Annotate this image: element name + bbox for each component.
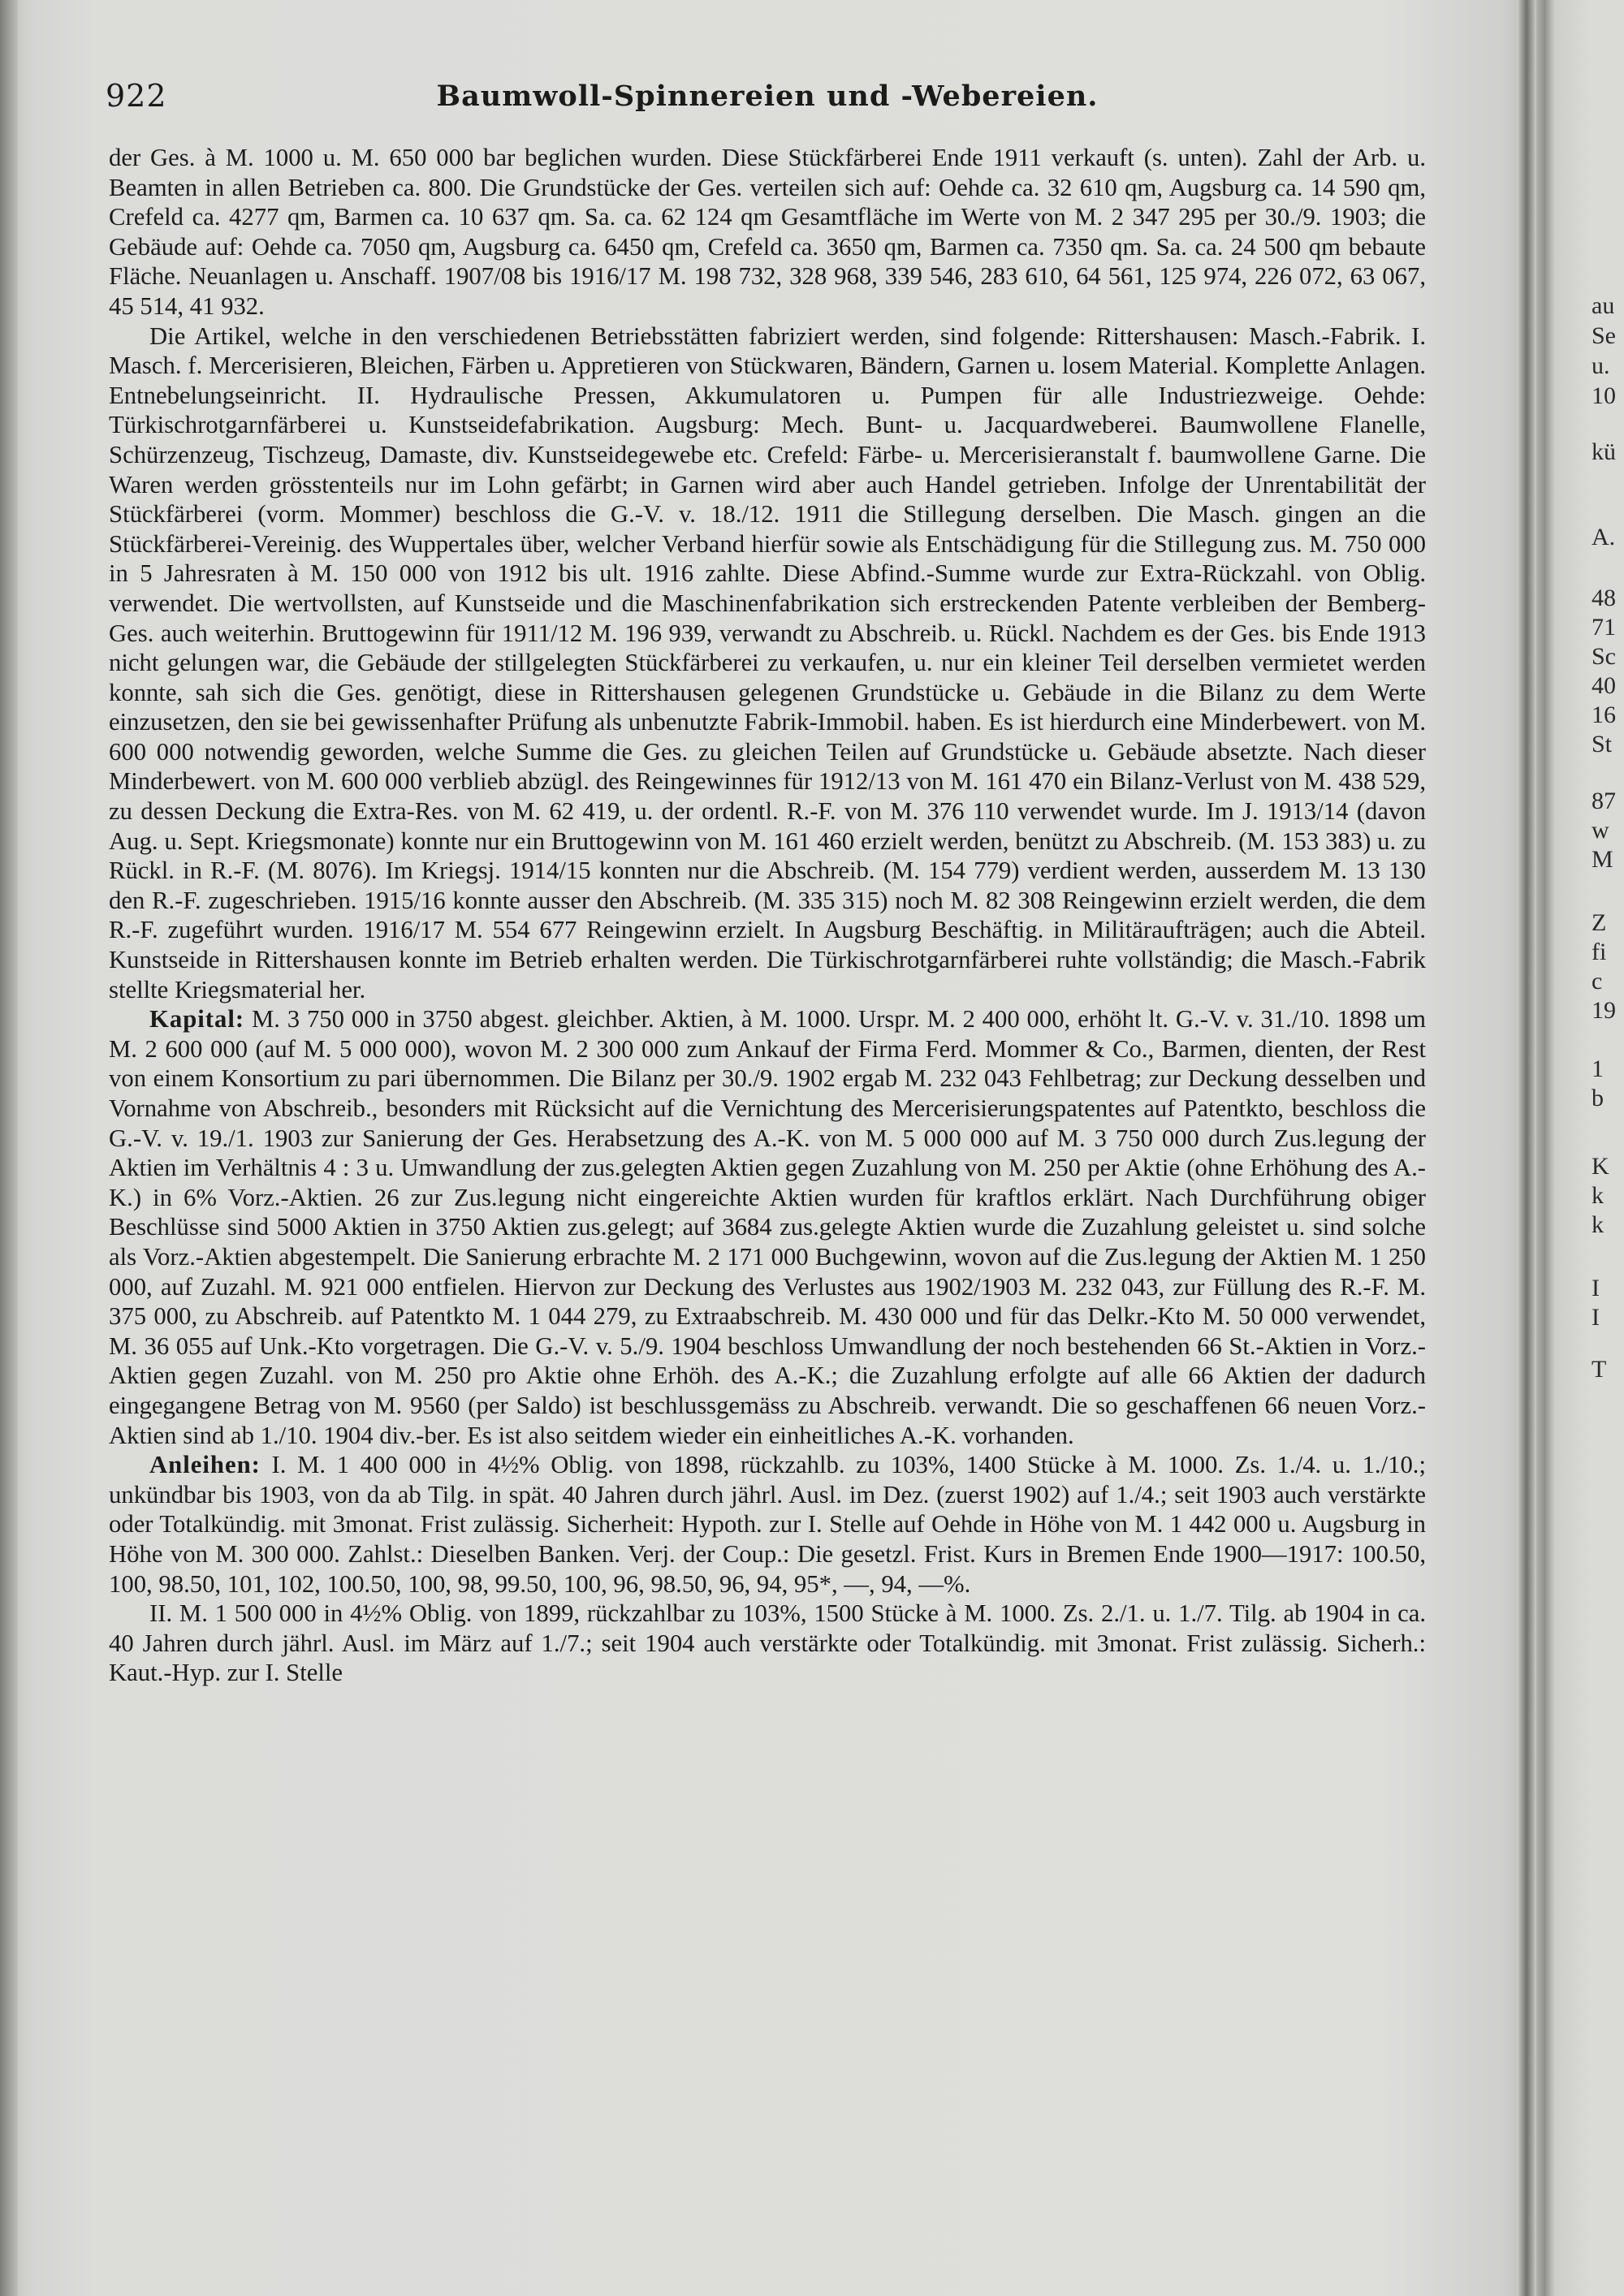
facing-page-fragment: St xyxy=(1592,731,1613,757)
facing-page-fragment: 87 xyxy=(1592,788,1616,814)
paragraph-text: II. M. 1 500 000 in 4½% Oblig. von 1899, rückzahlbar zu 103%, 1500 Stücke à M. 1000. Zs. 2./1. u. 1./7. Tilg. ab 1904 in ca. 40 Jahren durch jährl. Ausl. im März auf 1./7.; seit 1904 auch verstärkte oder Totalkündig. mit 3monat. Frist zulässig. Sicherh.: Kaut.-Hyp. zur I. Stelle xyxy=(109,1599,1426,1687)
facing-page-fragment: 40 xyxy=(1592,672,1616,699)
facing-page-fragment: 19 xyxy=(1592,997,1616,1024)
facing-page-fragment: M xyxy=(1592,846,1613,873)
facing-page-fragment: w xyxy=(1592,817,1609,844)
facing-page-fragment: u. xyxy=(1592,352,1610,379)
facing-page-fragment: 71 xyxy=(1592,614,1616,641)
section-lead-kapital: Kapital: xyxy=(149,1005,245,1034)
page-edge-left xyxy=(0,0,18,2296)
running-title: Baumwoll-Spinnereien und -Webereien. xyxy=(436,80,1099,113)
facing-page-fragment: fi xyxy=(1592,939,1607,965)
facing-page-fragment: Se xyxy=(1592,322,1616,349)
facing-page-fragment: b xyxy=(1592,1085,1604,1111)
facing-page-fragment: 48 xyxy=(1592,585,1616,611)
paragraph-kapital xyxy=(109,1004,1426,1450)
facing-page-fragment: k xyxy=(1592,1182,1604,1209)
main-text xyxy=(109,143,1426,1688)
facing-page-fragment: 10 xyxy=(1592,382,1616,409)
book-gutter xyxy=(1517,0,1536,2296)
facing-page-fragment: Sc xyxy=(1592,643,1616,670)
paragraph-articles-and-history xyxy=(109,322,1426,1005)
paragraph-text: I. M. 1 400 000 in 4½% Oblig. von 1898, rückzahlb. zu 103%, 1400 Stücke à M. 1000. Zs. 1./4. u. 1./10.; unkündbar bis 1903, von da ab Tilg. in spät. 40 Jahren durch jährl. Ausl. im Dez. (zuerst 1902) auf 1./4.; seit 1903 auch verstärkte oder Totalkündig. mit 3monat. Frist zulässig. Sicherheit: Hypoth. zur I. Stelle auf Oehde in Höhe von M. 1 442 000 u. Augsburg in Höhe von M. 300 000. Zahlst.: Dieselben Banken. Verj. der Coup.: Die gesetzl. Frist. Kurs in Bremen Ende 1900—1917: 100.50, 100, 98.50, 101, 102, 100.50, 100, 98, 99.50, 100, 96, 98.50, 96, 94, 95*, —, 94, —%. xyxy=(109,1451,1427,1598)
paragraph-text: der Ges. à M. 1000 u. M. 650 000 bar beglichen wurden. Diese Stückfärberei Ende 1911 verkauft (s. unten). Zahl der Arb. u. Beamten in allen Betrieben ca. 800. Die Grundstücke der Ges. verteilen sich auf: Oehde ca. 32 610 qm, Augsburg ca. 14 590 qm, Crefeld ca. 4277 qm, Barmen ca. 10 637 qm. Sa. ca. 62 124 qm Gesamtfläche im Werte von M. 2 347 295 per 30./9. 1903; die Gebäude auf: Oehde ca. 7050 qm, Augsburg ca. 6450 qm, Crefeld ca. 3650 qm, Barmen ca. 7350 qm. Sa. ca. 24 500 qm bebaute Fläche. Neuanlagen u. Anschaff. 1907/08 bis 1916/17 M. 198 732, 328 968, 339 546, 283 610, 64 561, 125 974, 226 072, 63 067, 45 514, 41 932. xyxy=(109,144,1426,320)
page-header xyxy=(106,78,1429,127)
page-number: 922 xyxy=(106,78,167,114)
facing-page-fragment: au xyxy=(1592,292,1615,319)
facing-page-fragment: T xyxy=(1592,1356,1607,1383)
facing-page-fragment: K xyxy=(1592,1153,1609,1180)
paragraph-anleihen-i xyxy=(109,1450,1426,1599)
facing-page-fragment: Z xyxy=(1592,909,1607,936)
facing-page-fragment: 1 xyxy=(1592,1055,1604,1082)
facing-page-fragment: c xyxy=(1592,968,1603,995)
facing-page-fragment: k xyxy=(1592,1211,1604,1238)
facing-page-fragment: 16 xyxy=(1592,701,1616,728)
paragraph-text: M. 3 750 000 in 3750 abgest. gleichber. Aktien, à M. 1000. Urspr. M. 2 400 000, erhöht lt. G.-V. v. 31./10. 1898 um M. 2 600 000 (auf M. 5 000 000), wovon M. 2 300 000 zum Ankauf der Firma Ferd. Mommer & Co., Barmen, dienten, der Rest von einem Konsortium zu pari übernommen. Die Bilanz per 30./9. 1902 ergab M. 232 043 Fehlbetrag; zur Deckung desselben und Vornahme von Abschreib., besonders mit Rücksicht auf die Vernichtung des Mercerisierungspatentes auf Patentkto, beschloss die G.-V. v. 19./1. 1903 zur Sanierung der Ges. Herabsetzung des A.-K. von M. 5 000 000 auf M. 3 750 000 durch Zus.legung der Aktien im Verhältnis 4 : 3 u. Umwandlung der zus.gelegten Aktien gegen Zuzahlung von M. 250 per Aktie (ohne Erhöhung des A.-K.) in 6% Vorz.-Aktien. 26 zur Zus.legung nicht eingereichte Aktien wurden für kraftlos erklärt. Nach Durchführung obiger Beschlüsse sind 5000 Aktien in 3750 Aktien zus.gelegt; auf 3684 zus.gelegte Aktien wurde die Zuzahlung geleistet u. sind solche als Vorz.-Aktien abgestempelt. Die Sanierung erbrachte M. 2 171 000 Buchgewinn, wovon auf die Zus.legung der Aktien M. 1 250 000, auf Zuzahl. M. 921 000 entfielen. Hiervon zur Deckung des Verlustes aus 1902/1903 M. 232 043, zur Füllung des R.-F. M. 375 000, zu Abschreib. auf Patentkto M. 1 044 279, zu Extraabschreib. M. 430 000 und für das Delkr.-Kto M. 50 000 verwendet, M. 36 055 auf Unk.-Kto vorgetragen. Die G.-V. v. 5./9. 1904 beschloss Umwandlung der noch bestehenden 66 St.-Aktien in Vorz.-Aktien gegen Zuzahl. von M. 250 pro Aktie ohne Erhöh. des A.-K.; die Zuzahlung erfolgte auf alle 66 Aktien der dadurch eingegangene Betrag von M. 9560 (per Saldo) ist beschlussgemäss zu Abschreib. verwandt. Die so geschaffenen 66 neuen Vorz.-Aktien sind ab 1./10. 1904 div.-ber. Es ist also seitdem wieder ein einheitliches A.-K. vorhanden. xyxy=(109,1005,1427,1449)
section-lead-anleihen: Anleihen: xyxy=(149,1451,261,1479)
facing-page-fragment: I xyxy=(1592,1275,1600,1301)
facing-page-fragment: kü xyxy=(1592,438,1616,465)
paragraph-anleihen-ii xyxy=(109,1599,1426,1688)
paragraph-text: Die Artikel, welche in den verschiedenen Betriebsstätten fabriziert werden, sind folgende: Rittershausen: Masch.-Fabrik. I. Masch. f. Mercerisieren, Bleichen, Färben u. Appretieren von Stückwaren, Bändern, Garnen u. losem Material. Komplette Anlagen. Entnebelungseinricht. II. Hydraulische Pressen, Akkumulatoren u. Pumpen für alle Industriezweige. Oehde: Türkischrotgarnfärberei u. Kunstseidefabrikation. Augsburg: Mech. Bunt- u. Jacquardweberei. Baumwollene Flanelle, Schürzenzeug, Tischzeug, Damaste, div. Kunstseidegewebe etc. Crefeld: Färbe- u. Mercerisieranstalt f. baumwollene Garne. Die Waren werden grösstenteils nur im Lohn gefärbt; in Garnen wird aber auch Handel getrieben. Infolge der Unrentabilität der Stückfärberei (vorm. Mommer) beschloss die G.-V. v. 18./12. 1911 die Stillegung derselben. Die Masch. gingen an die Stückfärberei-Vereinig. des Wuppertales über, welcher Verband hierfür sowie als Entschädigung für die Stillegung zus. M. 750 000 in 5 Jahresraten à M. 150 000 von 1912 bis ult. 1916 zahlte. Diese Abfind.-Summe wurde zur Extra-Rückzahl. von Oblig. verwendet. Die wertvollsten, auf Kunstseide und die Maschinenfabrikation sich erstreckenden Patente verbleiben der Bemberg-Ges. auch weiterhin. Bruttogewinn für 1911/12 M. 196 939, verwandt zu Abschreib. u. Rückl. Nachdem es der Ges. bis Ende 1913 nicht gelungen war, die Gebäude der stillgelegten Stückfärberei zu verkaufen, u. nur ein kleiner Teil derselben vermietet werden konnte, sah sich die Ges. genötigt, diese in Rittershausen gelegenen Grundstücke u. Gebäude in die Bilanz zu dem Werte einzusetzen, den sie bei gewissenhafter Prüfung als unbenutzte Fabrik-Immobil. haben. Es ist hierdurch eine Minderbewert. von M. 600 000 notwendig geworden, welche Summe die Ges. zu gleichen Teilen auf Grundstücke u. Gebäude absetzte. Nach dieser Minderbewert. von M. 600 000 verblieb abzügl. des Reingewinnes für 1912/13 von M. 161 470 ein Bilanz-Verlust von M. 438 529, zu dessen Deckung die Extra-Res. von M. 62 419, u. der ordentl. R.-F. von M. 376 110 verwendet wurde. Im J. 1913/14 (davon Aug. u. Sept. Kriegsmonate) konnte nur ein Bruttogewinn von M. 161 460 erzielt werden, benützt zu Abschreib. (M. 153 383) u. zu Rückl. in R.-F. (M. 8076). Im Kriegsj. 1914/15 konnten nur die Abschreib. (M. 154 779) verdient werden, ausserdem M. 13 130 den R.-F. zugeschrieben. 1915/16 konnte ausser den Abschreib. (M. 335 315) noch M. 82 308 Reingewinn erzielt werden, die dem R.-F. zugeführt wurden. 1916/17 M. 554 677 Reingewinn erzielt. In Augsburg Beschäftig. in Militäraufträgen; auch die Abteil. Kunstseide in Rittershausen konnte im Betrieb erhalten werden. Die Türkischrotgarnfärberei ruhte vollständig; die Masch.-Fabrik stellte Kriegsmaterial her. xyxy=(109,322,1426,1003)
facing-page-fragment: A. xyxy=(1592,524,1616,550)
paragraph-employees-and-properties xyxy=(109,143,1426,322)
facing-page-fragment: I xyxy=(1592,1304,1600,1331)
